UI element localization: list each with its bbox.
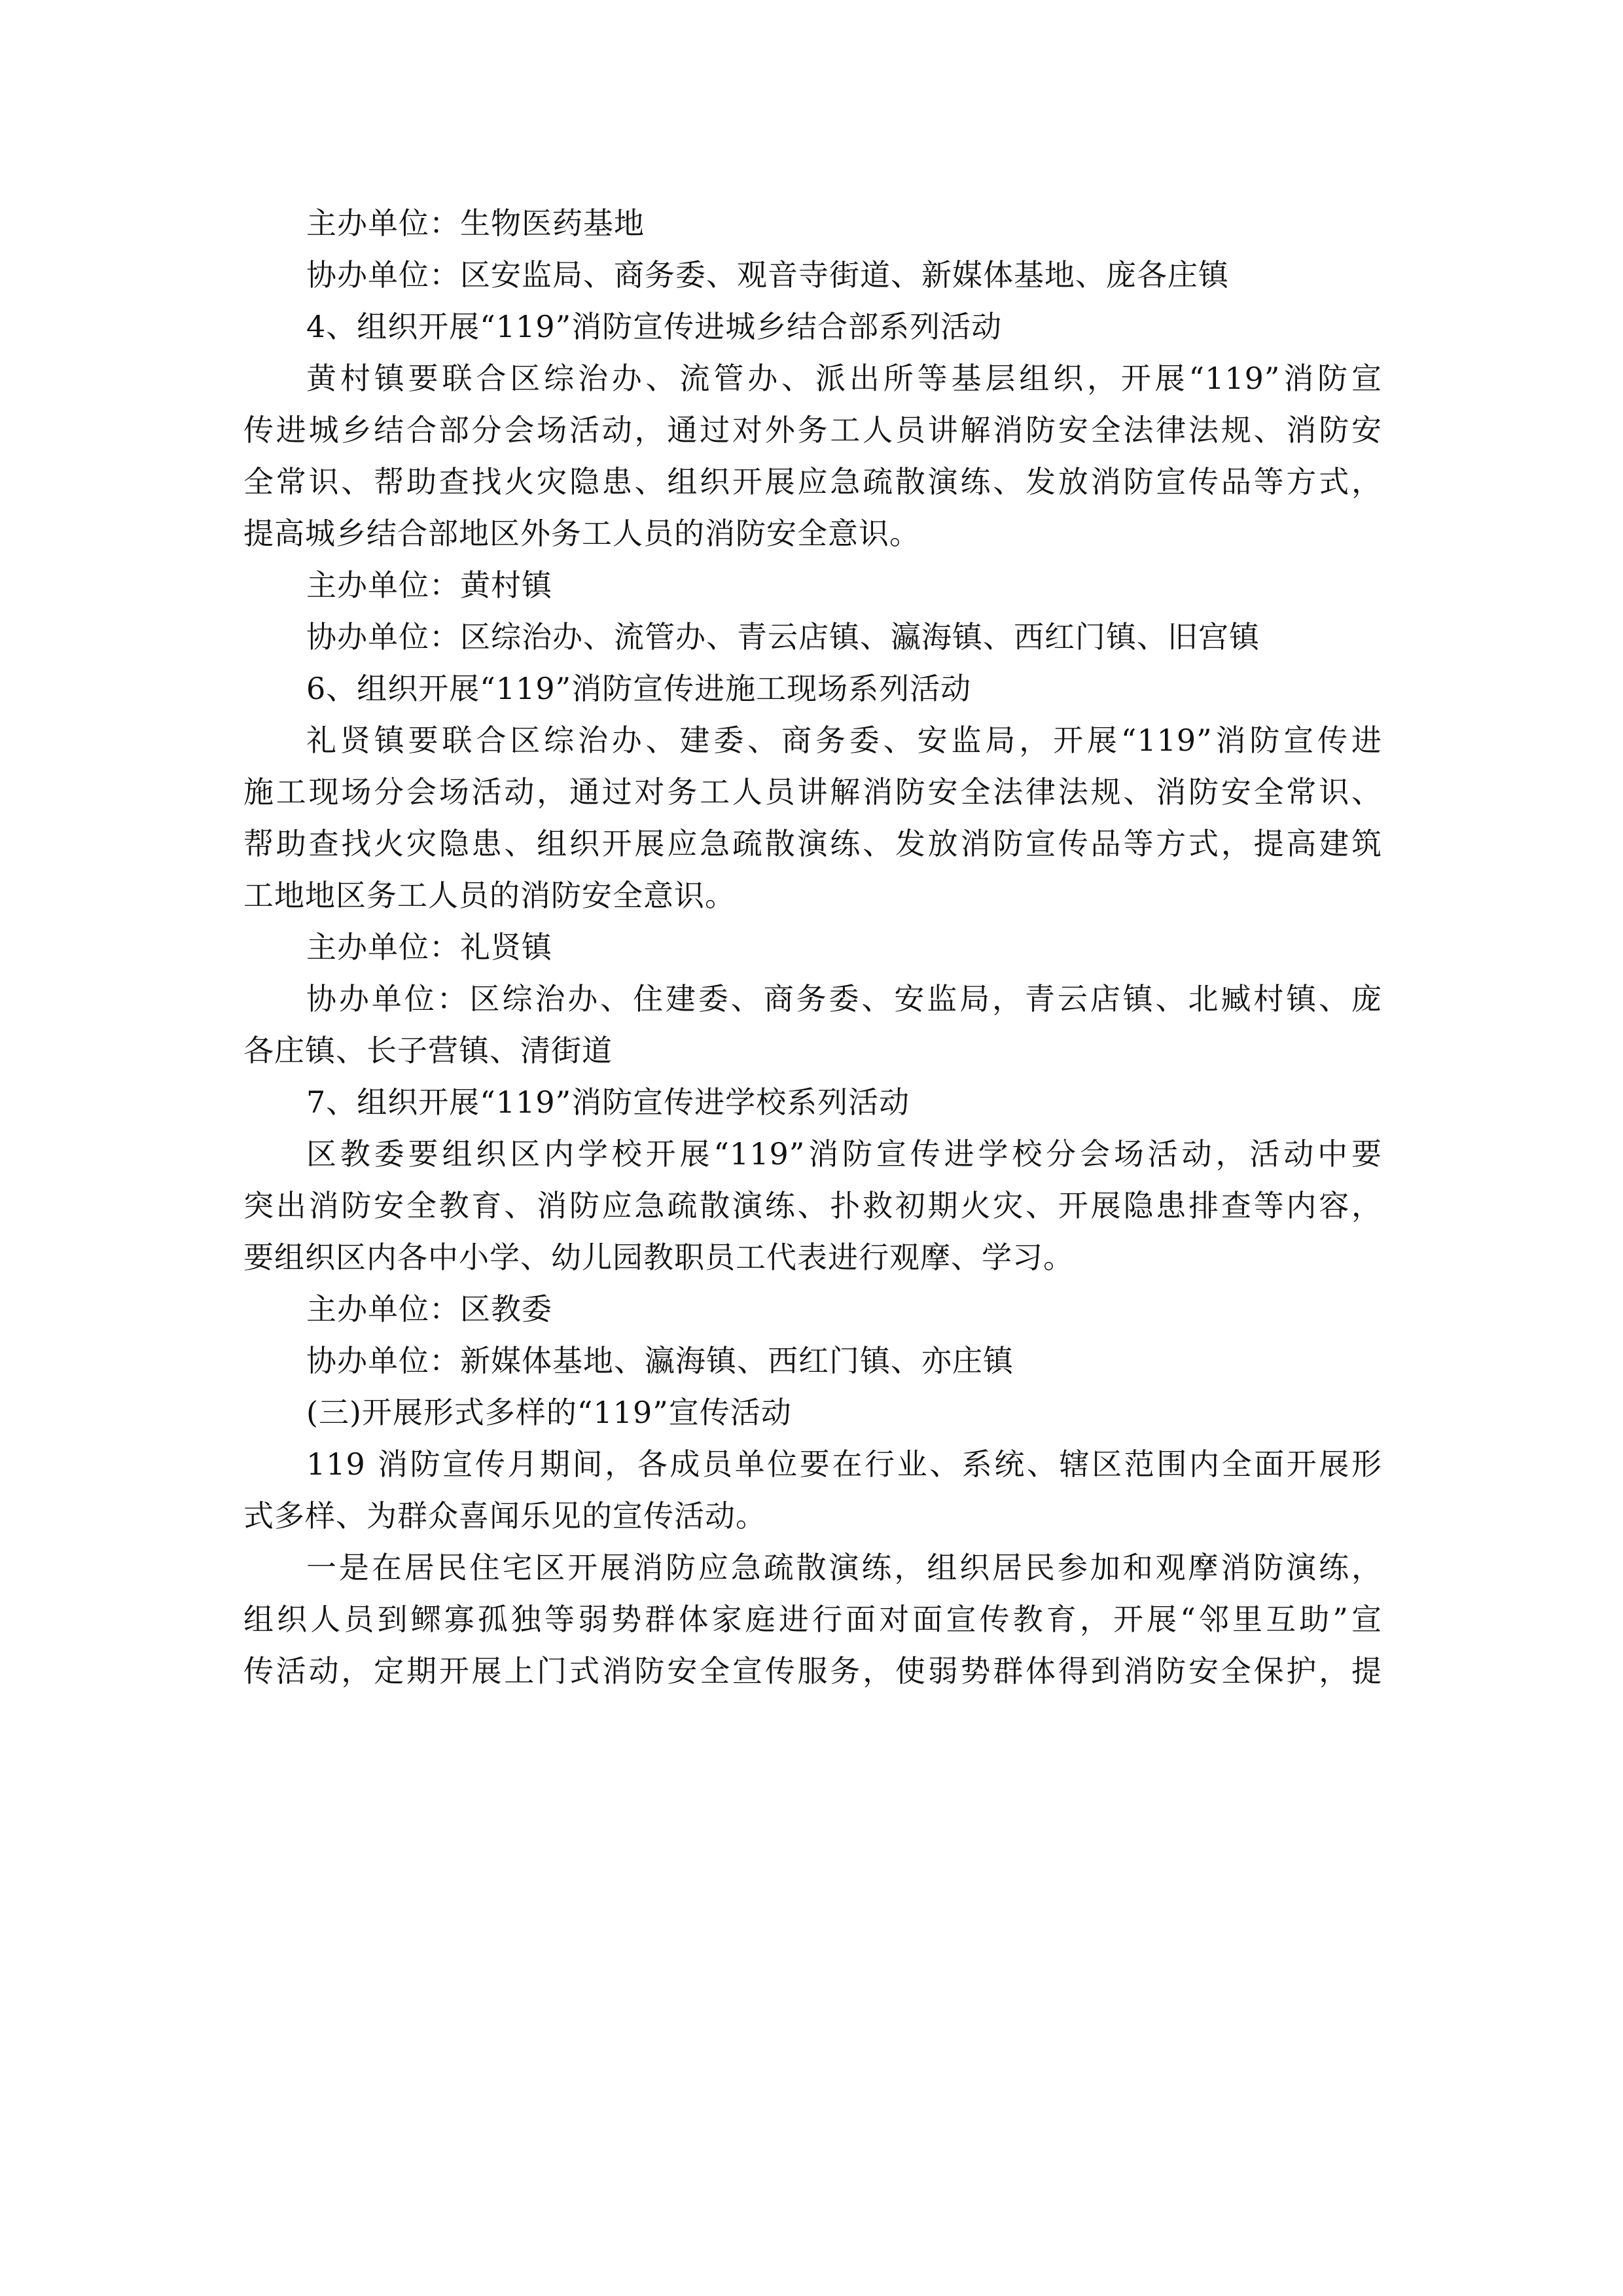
text-line: 全常识、帮助查找火灾隐患、组织开展应急疏散演练、发放消防宣传品等方式， (243, 464, 1382, 499)
section-heading: 7、组织开展“119”消防宣传进学校系列活动 (306, 1085, 910, 1120)
text-line: 式多样、为群众喜闻乐见的宣传活动。 (243, 1498, 766, 1534)
text-line: 协办单位：区综治办、住建委、商务委、安监局，青云店镇、北臧村镇、庞 (306, 981, 1382, 1016)
document-body (243, 198, 1382, 1697)
text-line: 主办单位：礼贤镇 (306, 929, 552, 965)
section-heading: (三)开展形式多样的“119”宣传活动 (306, 1395, 792, 1430)
text-line: 工地地区务工人员的消防安全意识。 (243, 878, 736, 913)
text-line: 一是在居民住宅区开展消防应急疏散演练，组织居民参加和观摩消防演练， (306, 1550, 1382, 1585)
text-line: 区教委要组织区内学校开展“119”消防宣传进学校分会场活动，活动中要 (306, 1136, 1382, 1172)
text-line: 协办单位：区安监局、商务委、观音寺街道、新媒体基地、庞各庄镇 (306, 257, 1229, 293)
text-line: 主办单位：区教委 (306, 1291, 552, 1327)
section-heading: 6、组织开展“119”消防宣传进施工现场系列活动 (306, 671, 972, 706)
text-line: 礼贤镇要联合区综治办、建委、商务委、安监局，开展“119”消防宣传进 (306, 723, 1382, 758)
text-line: 各庄镇、长子营镇、清街道 (243, 1033, 613, 1068)
text-line: 要组织区内各中小学、幼儿园教职员工代表进行观摩、学习。 (243, 1240, 1074, 1275)
text-line: 黄村镇要联合区综治办、流管办、派出所等基层组织，开展“119”消防宣 (306, 361, 1382, 396)
text-line: 传进城乡结合部分会场活动，通过对外务工人员讲解消防安全法律法规、消防安 (243, 412, 1382, 448)
text-line: 协办单位：新媒体基地、瀛海镇、西红门镇、亦庄镇 (306, 1343, 1014, 1378)
text-line: 帮助查找火灾隐患、组织开展应急疏散演练、发放消防宣传品等方式，提高建筑 (243, 826, 1382, 861)
text-line: 119 消防宣传月期间，各成员单位要在行业、系统、辖区范围内全面开展形 (306, 1446, 1382, 1482)
text-line: 传活动，定期开展上门式消防安全宣传服务，使弱势群体得到消防安全保护，提 (243, 1653, 1382, 1689)
text-line: 突出消防安全教育、消防应急疏散演练、扑救初期火灾、开展隐患排查等内容， (243, 1188, 1382, 1223)
text-line: 施工现场分会场活动，通过对务工人员讲解消防安全法律法规、消防安全常识、 (243, 774, 1382, 810)
text-line: 主办单位：生物医药基地 (306, 206, 645, 241)
text-line: 主办单位：黄村镇 (306, 567, 552, 603)
text-line: 协办单位：区综治办、流管办、青云店镇、瀛海镇、西红门镇、旧宫镇 (306, 619, 1260, 655)
text-line: 提高城乡结合部地区外务工人员的消防安全意识。 (243, 516, 920, 551)
section-heading: 4、组织开展“119”消防宣传进城乡结合部系列活动 (306, 309, 1003, 344)
text-line: 组织人员到鳏寡孤独等弱势群体家庭进行面对面宣传教育，开展“邻里互助”宣 (243, 1602, 1382, 1637)
